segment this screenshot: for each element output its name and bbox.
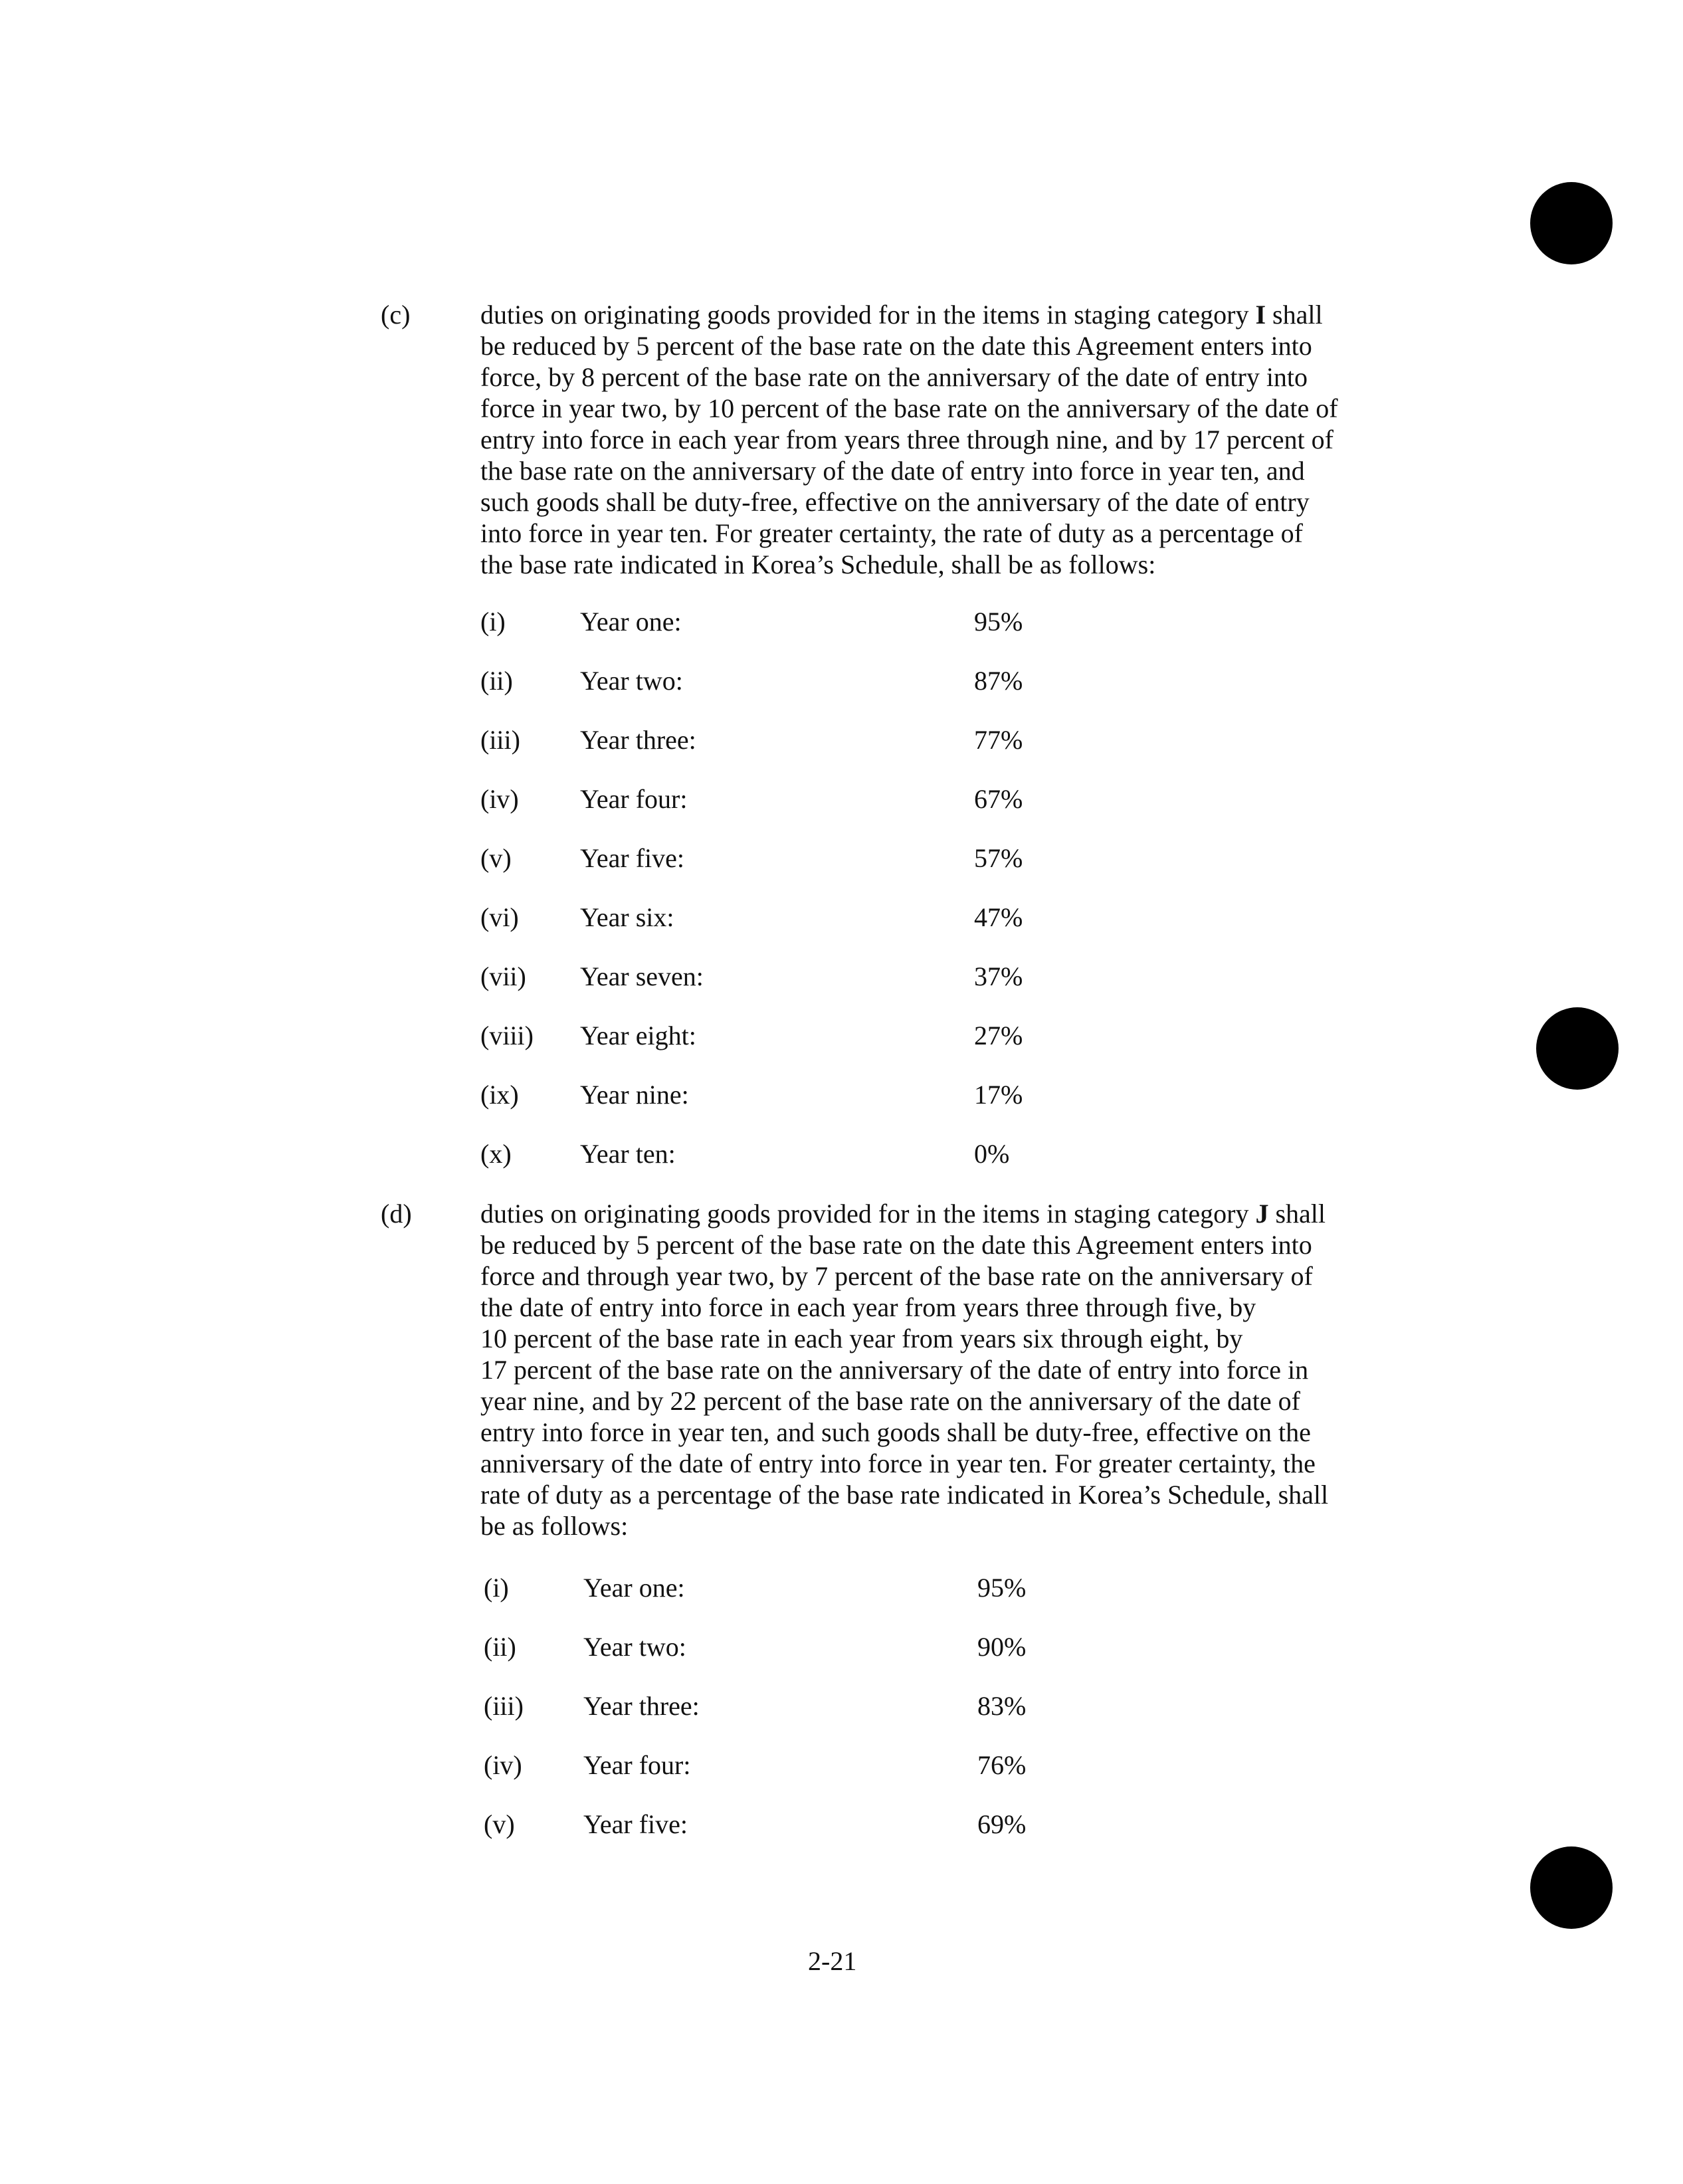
rate-row-percentage: 95% [974,607,1023,637]
punch-hole-bottom [1530,1846,1613,1929]
rate-row-percentage: 17% [974,1080,1023,1110]
paragraph-line [480,1292,1371,1323]
paragraph-line [480,455,1371,486]
line-text: the base rate on the anniversary of the date of entry into force in year ten, and [480,456,1305,486]
rate-row-number: (iii) [484,1691,524,1721]
rate-row-year: Year two: [580,666,683,696]
rate-row-year: Year eight: [580,1021,696,1050]
section-label-d: (d) [381,1199,412,1229]
punch-hole-top [1530,182,1613,264]
rate-row-percentage: 67% [974,784,1023,814]
rate-row-year: Year seven: [580,961,704,991]
line-text: into force in year ten. For greater certainty, the rate of duty as a percentage of [480,518,1303,548]
line-text: be reduced by 5 percent of the base rate on the date this Agreement enters into [480,331,1312,361]
line-text: rate of duty as a percentage of the base rate indicated in Korea’s Schedule, shall [480,1480,1329,1510]
line-text: such goods shall be duty-free, effective on the anniversary of the date of entry [480,487,1310,517]
rate-row-year: Year four: [580,784,688,814]
rate-row-number: (vii) [480,961,526,991]
paragraph-line [480,1417,1371,1448]
staging-category-letter: J [1255,1199,1269,1229]
paragraph-line [480,1510,1371,1541]
paragraph-line [480,424,1371,455]
line-text: entry into force in year ten, and such goods shall be duty-free, effective on the [480,1417,1311,1447]
rate-row-percentage: 95% [977,1573,1027,1603]
page-number: 2-21 [808,1946,857,1976]
paragraph-line [480,486,1371,518]
line-text: 10 percent of the base rate in each year from years six through eight, by [480,1324,1243,1353]
staging-category-letter: I [1255,300,1266,330]
paragraph-line [480,1198,1371,1229]
paragraph-line [480,1260,1371,1292]
rate-row-percentage: 47% [974,902,1023,932]
rate-row-number: (iii) [480,725,520,755]
paragraph-line [480,518,1371,549]
line-text: force, by 8 percent of the base rate on the anniversary of the date of entry into [480,362,1308,392]
rate-row-number: (v) [480,843,512,873]
rate-row-year: Year three: [583,1691,700,1721]
rate-row-year: Year two: [583,1632,686,1662]
rate-row-year: Year four: [583,1750,691,1780]
rate-row-year: Year nine: [580,1080,689,1110]
rate-row-percentage: 77% [974,725,1023,755]
rate-row-percentage: 0% [974,1139,1010,1169]
paragraph-line [480,299,1371,330]
rate-row-year: Year five: [580,843,685,873]
rate-row-number: (i) [480,607,506,637]
rate-row-year: Year six: [580,902,674,932]
paragraph-line [480,1479,1371,1510]
rate-row-number: (iv) [480,784,519,814]
rate-row-percentage: 69% [977,1809,1027,1839]
rate-row-number: (ix) [480,1080,519,1110]
section-label-c: (c) [381,300,411,330]
paragraph-line [480,549,1371,580]
line-text: duties on originating goods provided for in the items in staging category [480,300,1256,330]
line-text: shall [1268,1199,1326,1229]
paragraph-line [480,1323,1371,1354]
paragraph-line [480,1354,1371,1385]
punch-hole-middle [1536,1007,1619,1090]
rate-row-number: (i) [484,1573,509,1603]
rate-row-number: (v) [484,1809,515,1839]
line-text: the date of entry into force in each year from years three through five, by [480,1292,1256,1322]
line-text: shall [1266,300,1323,330]
line-text: the base rate indicated in Korea’s Schedule, shall be as follows: [480,549,1156,579]
paragraph-line [480,393,1371,424]
rate-row-percentage: 57% [974,843,1023,873]
rate-row-percentage: 37% [974,961,1023,991]
rate-row-year: Year three: [580,725,696,755]
paragraph-line [480,1229,1371,1260]
rate-row-year: Year five: [583,1809,688,1839]
line-text: force and through year two, by 7 percent of the base rate on the anniversary of [480,1261,1313,1291]
line-text: duties on originating goods provided for in the items in staging category [480,1199,1256,1229]
paragraph-line [480,1385,1371,1417]
rate-row-percentage: 76% [977,1750,1027,1780]
section-d-paragraph [480,1198,1371,1541]
rate-row-number: (vi) [480,902,519,932]
paragraph-line [480,361,1371,393]
rate-row-percentage: 87% [974,666,1023,696]
line-text: entry into force in each year from years three through nine, and by 17 percent of [480,425,1334,454]
rate-row-number: (ii) [480,666,513,696]
rate-row-year: Year one: [580,607,682,637]
section-c-paragraph [480,299,1371,580]
rate-row-percentage: 27% [974,1021,1023,1050]
rate-row-number: (ii) [484,1632,516,1662]
line-text: be as follows: [480,1511,629,1541]
rate-row-year: Year ten: [580,1139,676,1169]
paragraph-line [480,330,1371,361]
line-text: be reduced by 5 percent of the base rate on the date this Agreement enters into [480,1230,1312,1260]
rate-row-number: (viii) [480,1021,534,1050]
line-text: 17 percent of the base rate on the anniversary of the date of entry into force in [480,1355,1309,1385]
paragraph-line [480,1448,1371,1479]
rate-row-percentage: 83% [977,1691,1027,1721]
rate-row-number: (x) [480,1139,512,1169]
line-text: anniversary of the date of entry into force in year ten. For greater certainty, the [480,1448,1316,1478]
rate-row-year: Year one: [583,1573,685,1603]
line-text: year nine, and by 22 percent of the base rate on the anniversary of the date of [480,1386,1300,1416]
line-text: force in year two, by 10 percent of the base rate on the anniversary of the date of [480,393,1338,423]
rate-row-percentage: 90% [977,1632,1027,1662]
rate-row-number: (iv) [484,1750,522,1780]
